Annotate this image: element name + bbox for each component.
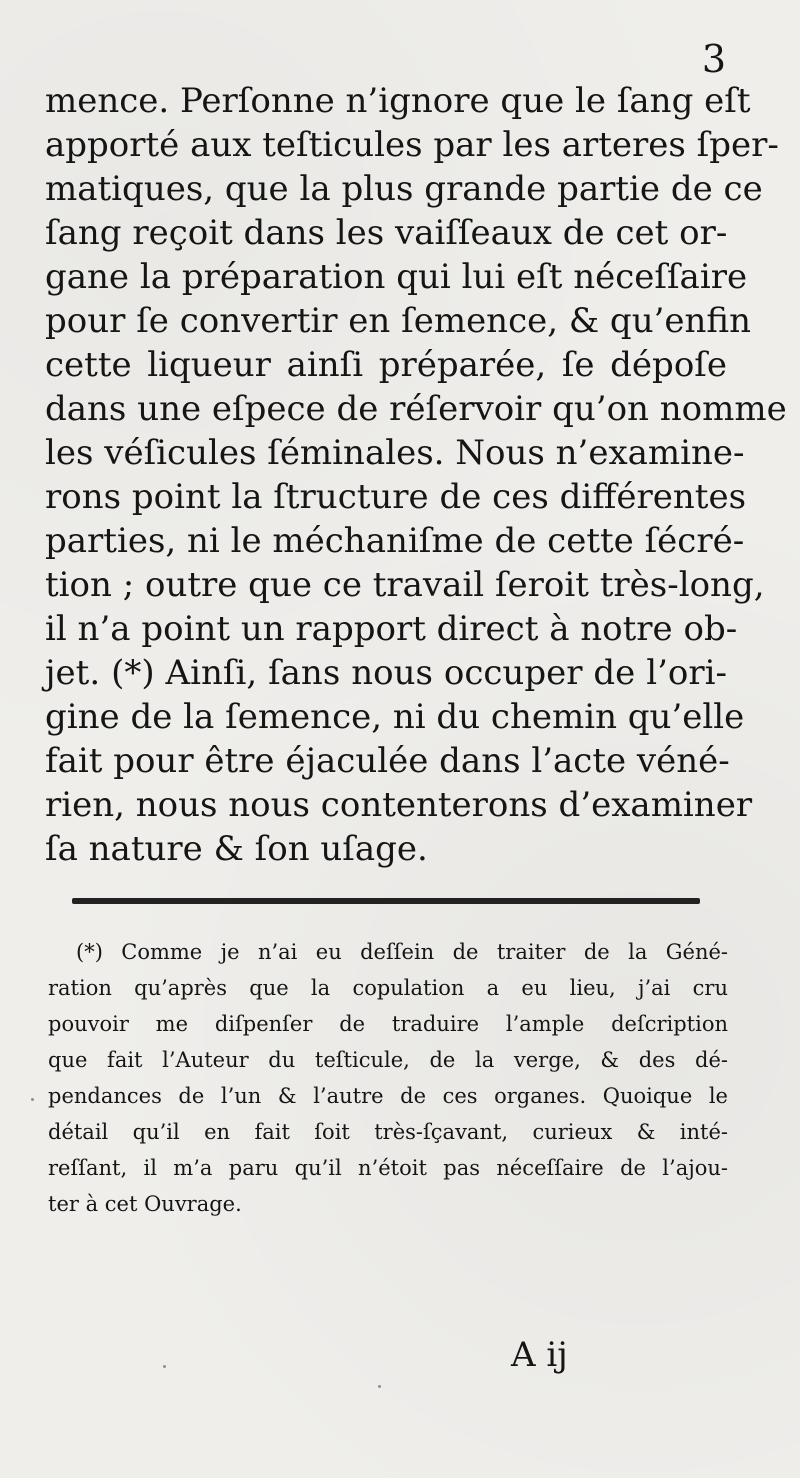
text-line: gane la préparation qui lui eſt néceſſaire <box>45 257 748 297</box>
footnote-line: reſſant, il m’a paru qu’il n’étoit pas néceſſaire de l’ajou- <box>48 1156 728 1180</box>
footnote-line: pouvoir me diſpenſer de traduire l’ample deſcription <box>48 1012 728 1036</box>
text-line: apporté aux teſticules par les arteres ſper- <box>45 125 779 165</box>
text-line: tion ; outre que ce travail ſeroit très-long, <box>45 565 765 605</box>
footnote-line: pendances de l’un & l’autre de ces organes. Quoique le <box>48 1084 728 1108</box>
ink-speck <box>31 1098 34 1101</box>
page-number: 3 <box>701 37 726 81</box>
text-line: les véſicules ſéminales. Nous n’examine- <box>45 433 745 473</box>
footnote-block <box>48 934 728 1222</box>
footnote-line: ter à cet Ouvrage. <box>48 1192 242 1216</box>
text-line: pour ſe convertir en ſemence, & qu’enfin <box>45 301 751 341</box>
ink-speck <box>378 1385 381 1388</box>
text-line: fait pour être éjaculée dans l’acte véné- <box>45 741 730 781</box>
text-line: rons point la ſtructure de ces différentes <box>45 477 747 517</box>
footnote-line: ration qu’après que la copulation a eu lieu, j’ai cru <box>48 976 728 1000</box>
text-line: matiques, que la plus grande partie de ce <box>45 169 763 209</box>
footnote-line: que fait l’Auteur du teſticule, de la verge, & des dé- <box>48 1048 728 1072</box>
text-line: gine de la ſemence, ni du chemin qu’elle <box>45 697 745 737</box>
main-text-block <box>45 79 787 871</box>
text-line: dans une eſpece de réſervoir qu’on nomme <box>45 389 787 429</box>
text-line: il n’a point un rapport direct à notre ob- <box>45 609 738 649</box>
signature-mark: A ij <box>511 1335 568 1375</box>
text-line: mence. Perſonne n’ignore que le ſang eſt <box>45 81 751 121</box>
footnote-line: (*) Comme je n’ai eu deſſein de traiter de la Géné- <box>76 940 728 964</box>
ink-speck <box>163 1365 166 1368</box>
text-line: rien, nous nous contenterons d’examiner <box>45 785 753 825</box>
text-line: jet. (*) Ainſi, ſans nous occuper de l’ori- <box>45 653 727 693</box>
footnote-divider <box>72 898 700 904</box>
text-line: cette liqueur ainſi préparée, ſe dépoſe <box>45 345 727 385</box>
text-line: ſang reçoit dans les vaiſſeaux de cet or- <box>45 213 728 253</box>
text-line: parties, ni le méchaniſme de cette ſécré- <box>45 521 745 561</box>
text-line: ſa nature & ſon uſage. <box>45 829 428 869</box>
footnote-line: détail qu’il en fait ſoit très-ſçavant, curieux & inté- <box>48 1120 728 1144</box>
